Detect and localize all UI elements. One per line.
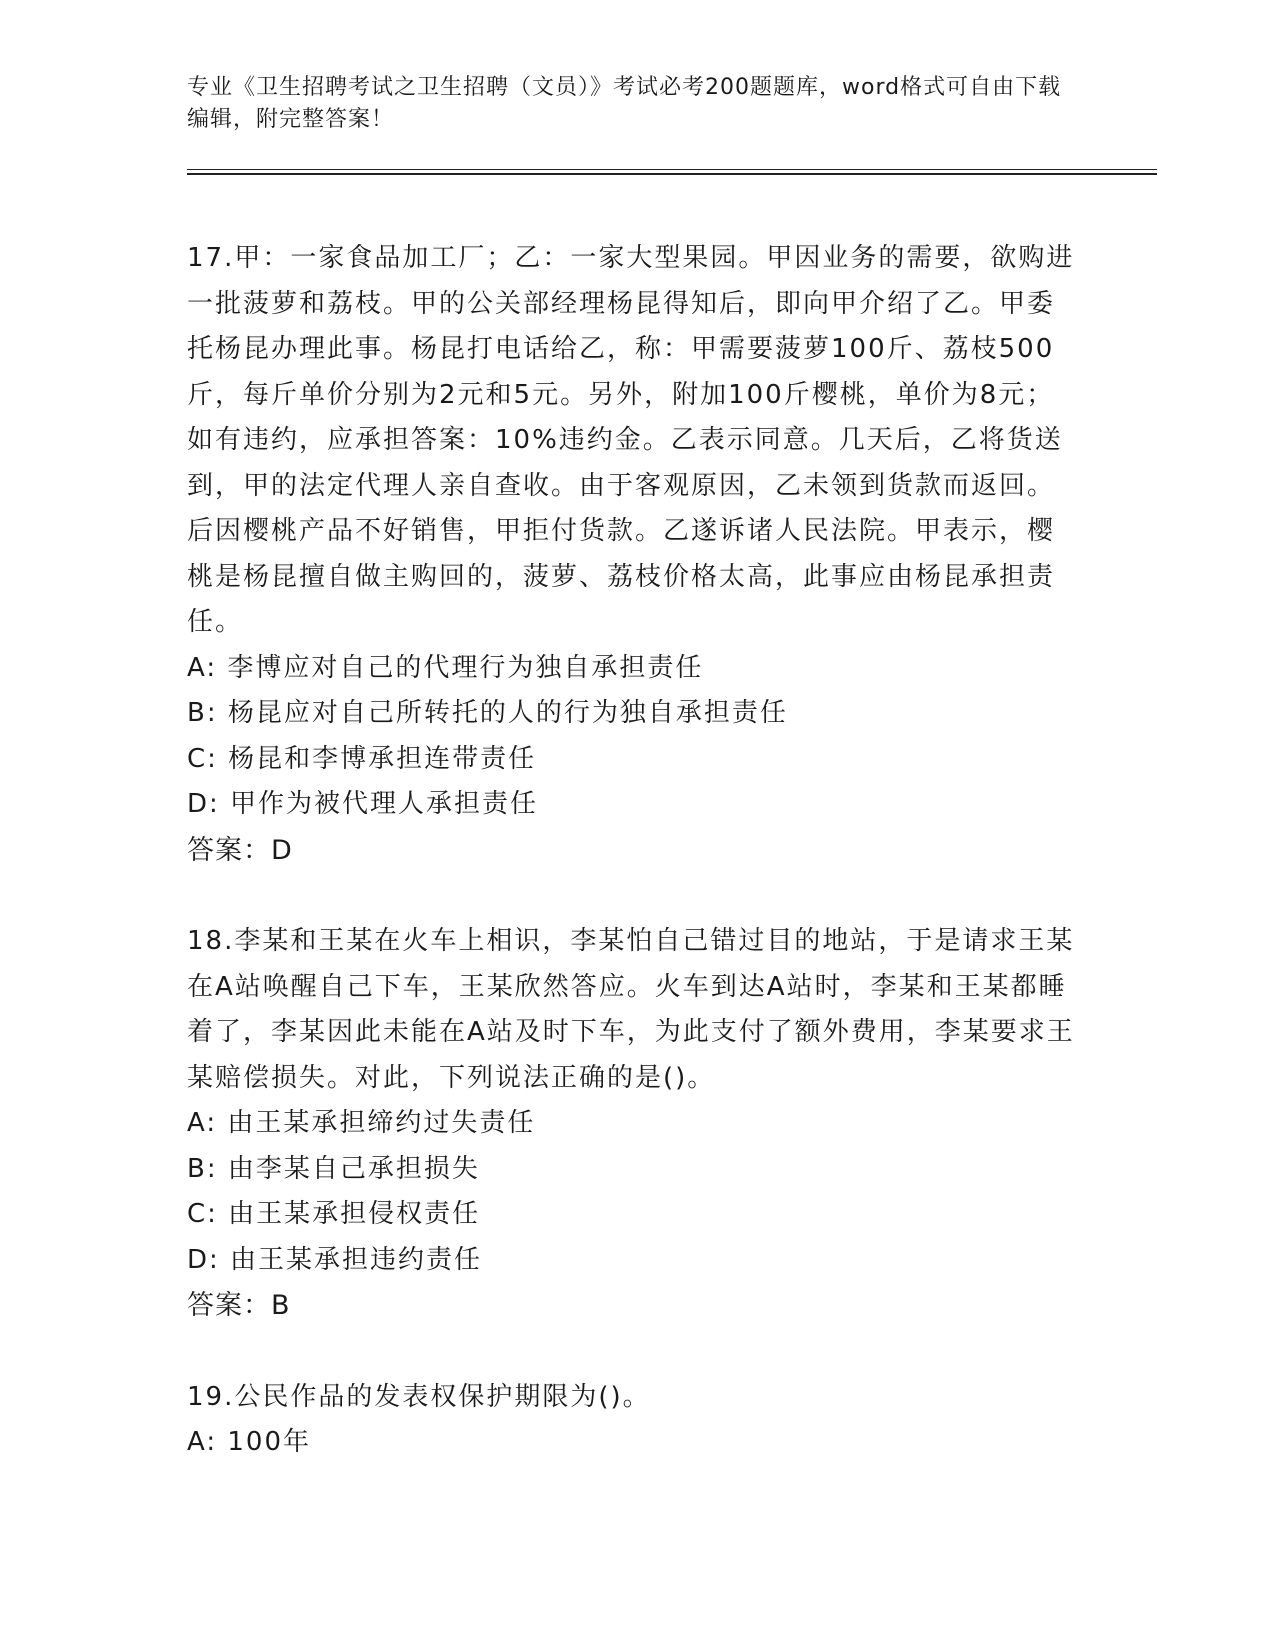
question-block bbox=[187, 236, 1077, 873]
option-a: A: 100年 bbox=[187, 1427, 311, 1457]
option-c: C: 杨昆和李博承担连带责任 bbox=[187, 743, 537, 774]
option-c: C: 由王某承担侵权责任 bbox=[187, 1199, 481, 1229]
option-a: A: 李博应对自己的代理行为独自承担责任 bbox=[187, 652, 704, 683]
document-header bbox=[187, 72, 1077, 136]
header-text: 专业《卫生招聘考试之卫生招聘（文员）》考试必考200题题库，word格式可自由下载编辑，附完整答案！ bbox=[187, 75, 1062, 132]
question-list bbox=[187, 236, 1077, 1466]
question-block bbox=[187, 919, 1077, 1329]
question-text: 19.公民作品的发表权保护期限为()。 bbox=[187, 1381, 651, 1412]
header-divider-thin bbox=[187, 169, 1157, 170]
option-a: A: 由王某承担缔约过失责任 bbox=[187, 1108, 536, 1138]
option-d: D: 甲作为被代理人承担责任 bbox=[187, 789, 539, 819]
option-b: B: 杨昆应对自己所转托的人的行为独自承担责任 bbox=[187, 698, 788, 728]
question-text: 17.甲：一家食品加工厂；乙：一家大型果园。甲因业务的需要，欲购进一批菠萝和荔枝。甲的公关部经理杨昆得知后，即向甲介绍了乙。甲委托杨昆办理此事。杨昆打电话给乙，称：甲需要菠萝100斤、荔枝500斤，每斤单价分别为2元和5元。另外，附加100斤樱桃，单价为8元；如有违约，应承担答案：10%违约金。乙表示同意。几天后，乙将货送到，甲的法定代理人亲自查收。由于客观原因，乙未领到货款而返回。后因樱桃产品不好销售，甲拒付货款。乙遂诉诸人民法院。甲表示，樱桃是杨昆擅自做主购回的，菠萝、荔枝价格太高，此事应由杨昆承担责任。 bbox=[187, 243, 1075, 637]
answer-text: 答案：B bbox=[187, 1290, 291, 1321]
option-d: D: 由王某承担违约责任 bbox=[187, 1244, 483, 1275]
question-text: 18.李某和王某在火车上相识，李某怕自己错过目的地站，于是请求王某在A站唤醒自己下车，王某欣然答应。火车到达A站时，李某和王某都睡着了，李某因此未能在A站及时下车，为此支付了额外费用，李某要求王某赔偿损失。对此，下列说法正确的是()。 bbox=[187, 926, 1075, 1093]
answer-text: 答案：D bbox=[187, 834, 293, 866]
header-divider-thick bbox=[187, 173, 1157, 175]
option-b: B: 由李某自己承担损失 bbox=[187, 1153, 480, 1184]
question-block bbox=[187, 1375, 1077, 1466]
